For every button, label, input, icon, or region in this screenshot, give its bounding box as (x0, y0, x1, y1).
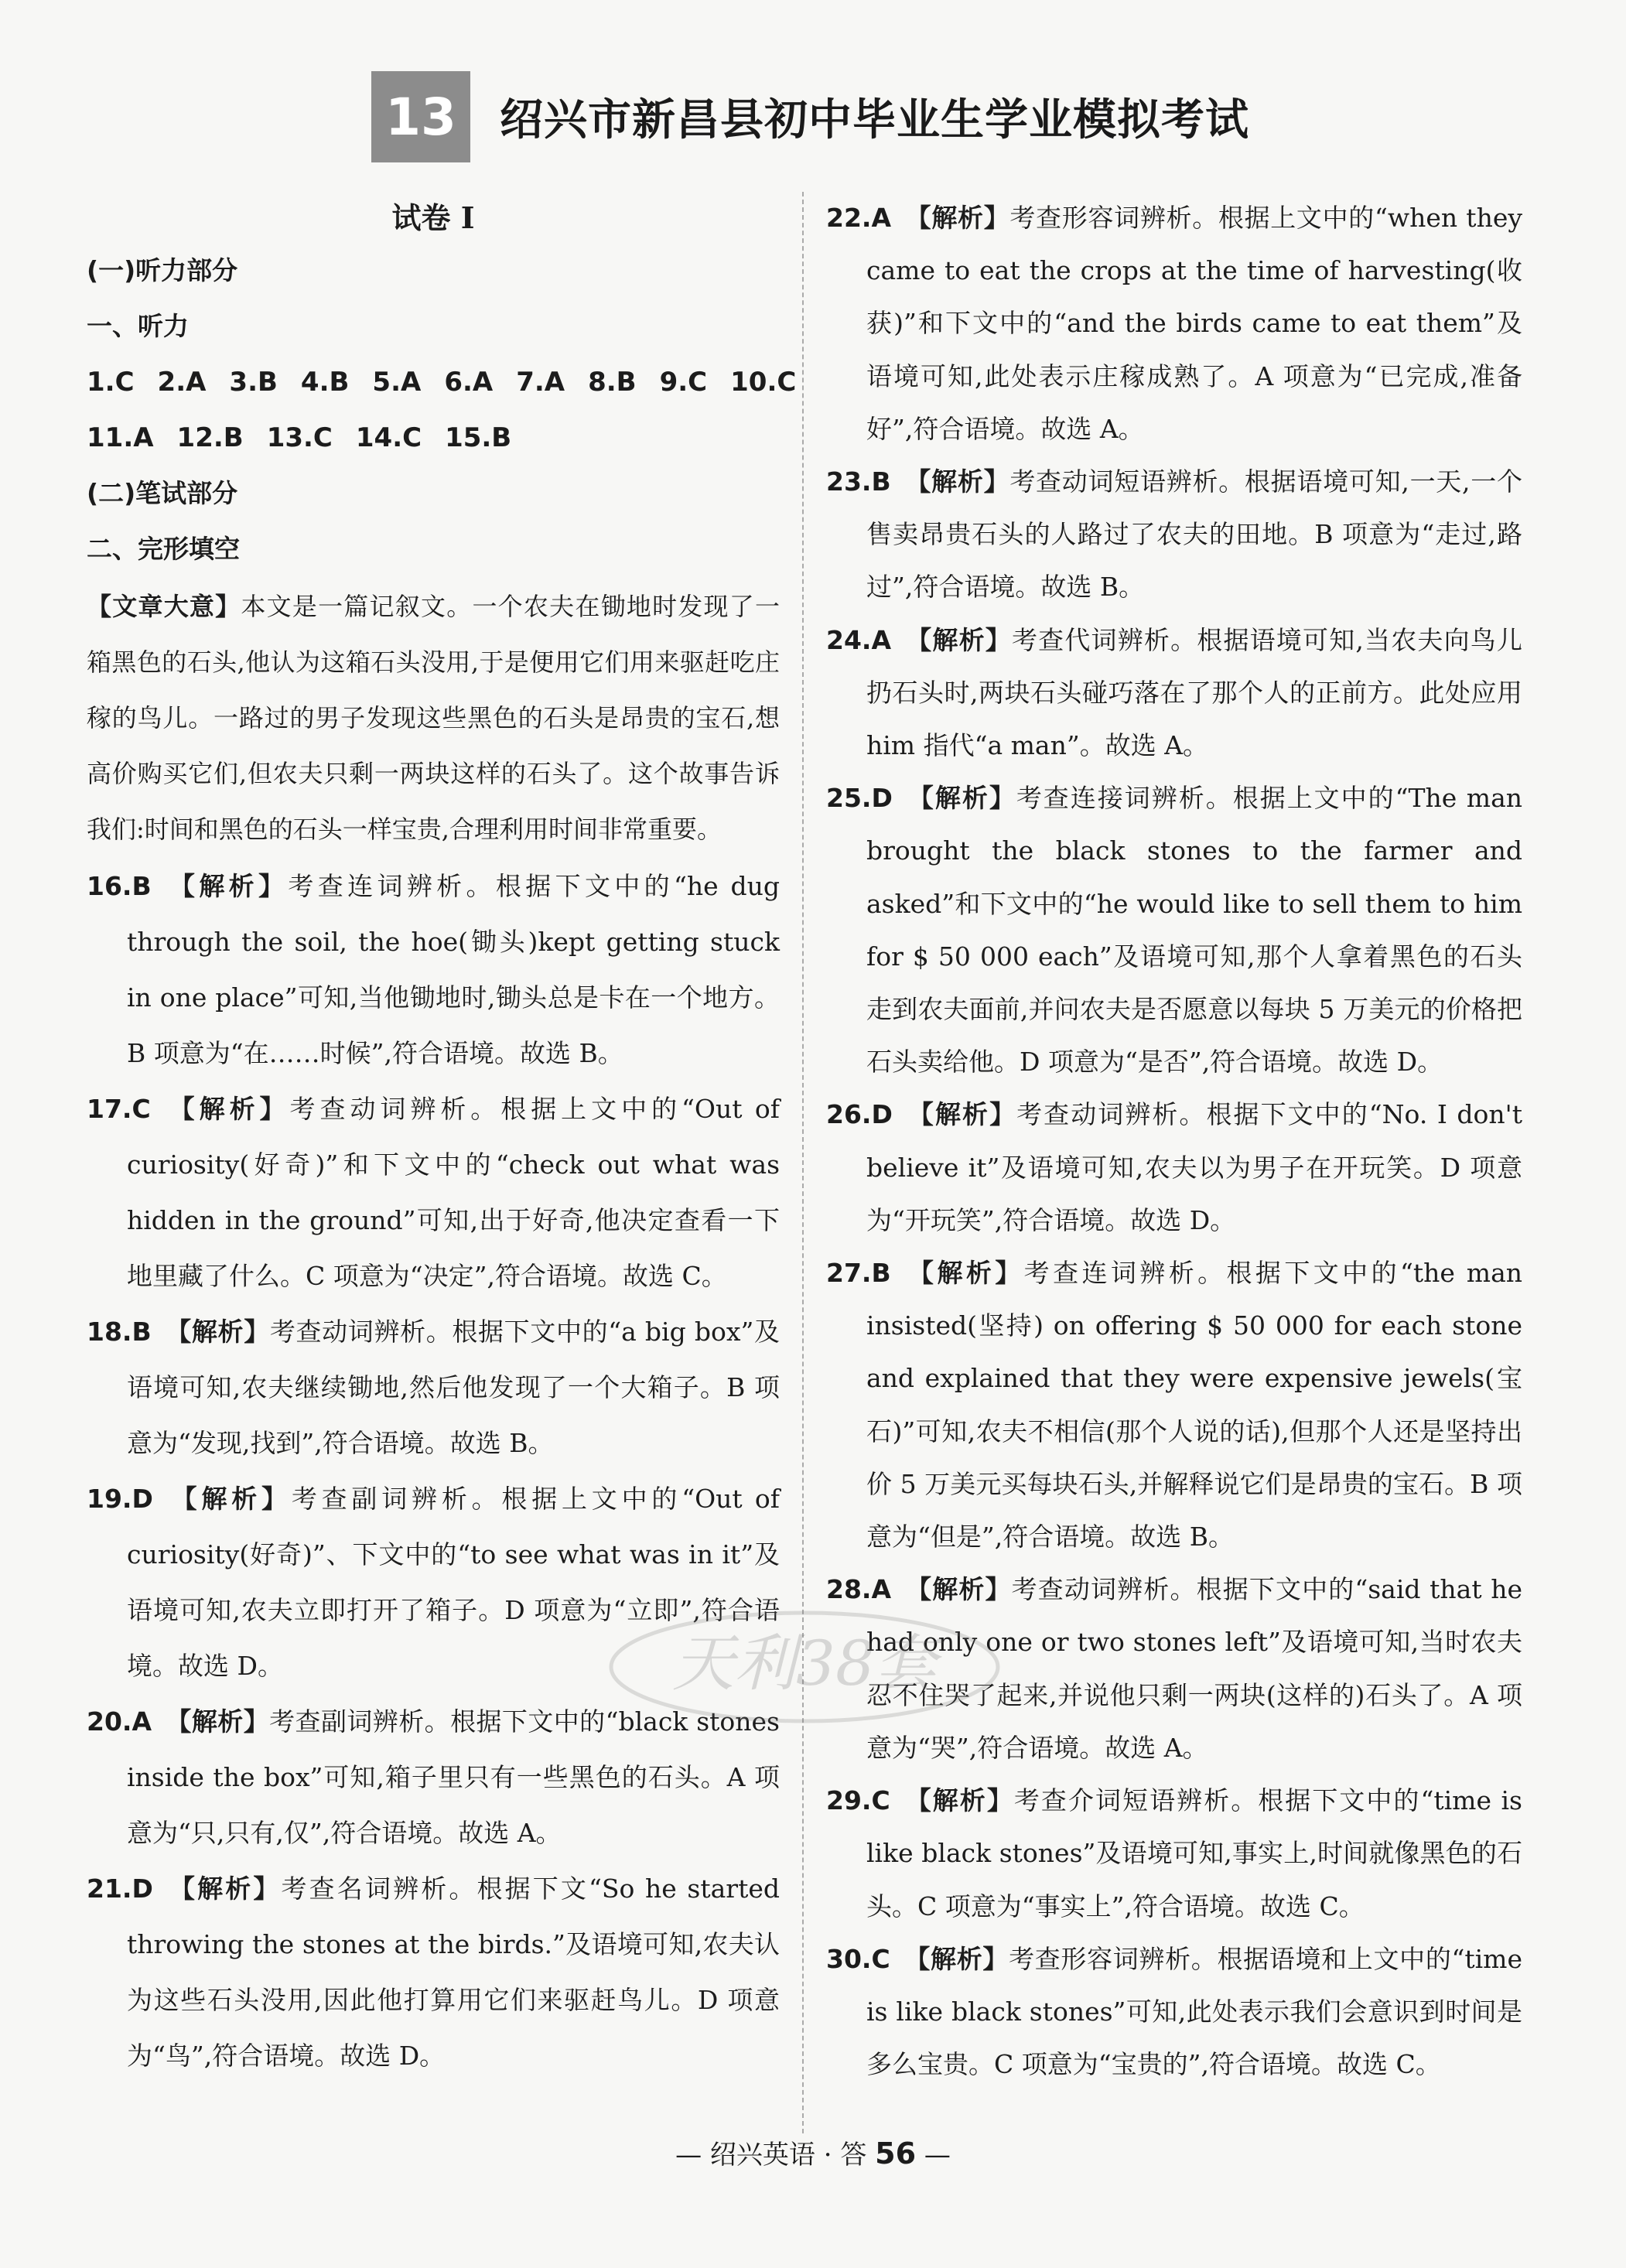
part-heading-listening: (一)听力部分 (87, 255, 238, 285)
answer-item: 14.C (355, 422, 422, 453)
explanation-entry (826, 1247, 1522, 1563)
article-summary (87, 579, 780, 857)
explanation-tag: 【解析】 (166, 1484, 292, 1514)
question-answer: 19.D (87, 1484, 153, 1514)
left-column (87, 192, 797, 2084)
explanation-entry (826, 1563, 1522, 1774)
section-title: 试卷 I (391, 200, 475, 235)
exam-number-badge: 13 (371, 71, 470, 162)
answer-item: 10.C (730, 367, 797, 398)
explanation-entry (826, 192, 1522, 456)
answer-item: 11.A (87, 422, 154, 453)
explanation-entry (87, 1081, 780, 1304)
question-answer: 16.B (87, 871, 152, 901)
answer-item: 4.B (300, 367, 350, 398)
explanation-tag: 【解析】 (906, 1099, 1017, 1130)
page-header (371, 71, 1249, 162)
explanation-tag: 【解析】 (904, 1785, 1014, 1816)
answer-item: 3.B (229, 367, 278, 398)
explanation-tag: 【解析】 (164, 1094, 290, 1124)
column-divider (802, 192, 804, 2133)
right-column (826, 192, 1522, 2091)
question-answer: 24.A (826, 624, 891, 655)
explanation-entry (87, 1304, 780, 1471)
explanation-entry (87, 859, 780, 1081)
page-number: 56 (875, 2136, 917, 2171)
explanation-text: 考查形容词辨析。根据语境和上文中的“time is like black stones”可知,此处表示我们会意识到时间是多么宝贵。C 项意为“宝贵的”,符合语境。故选 C。 (866, 1943, 1523, 2080)
question-answer: 20.A (87, 1706, 152, 1737)
question-answer: 17.C (87, 1094, 151, 1124)
question-answer: 18.B (87, 1317, 152, 1347)
explanation-tag: 【解析】 (166, 1873, 282, 1904)
question-answer: 22.A (826, 203, 891, 233)
explanation-tag: 【解析】 (165, 1317, 270, 1347)
question-answer: 21.D (87, 1873, 153, 1904)
explanation-entry (87, 1694, 780, 1861)
question-answer: 30.C (826, 1943, 890, 1974)
question-answer: 23.B (826, 466, 891, 497)
answer-item: 2.A (157, 367, 207, 398)
explanation-text: 考查连词辨析。根据下文中的“he dug through the soil, the hoe(锄头)kept getting stuck in one place”可知,当他锄地时,锄头总是卡在一个地方。B 项意为“在……时候”,符合语境。故选 B。 (127, 871, 781, 1068)
answer-item: 13.C (266, 422, 333, 453)
explanation-text: 考查副词辨析。根据上文中的“Out of curiosity(好奇)”、下文中的“to see what was in it”及语境可知,农夫立即打开了箱子。D 项意为“立即”,符合语境。故选 D。 (127, 1484, 780, 1681)
explanation-text: 考查介词短语辨析。根据下文中的“time is like black stones”及语境可知,事实上,时间就像黑色的石头。C 项意为“事实上”,符合语境。故选 C。 (866, 1785, 1522, 1921)
explanation-entry (826, 1088, 1522, 1247)
explanation-tag: 【解析】 (905, 624, 1012, 655)
answer-item: 9.C (659, 367, 708, 398)
summary-text: 本文是一篇记叙文。一个农夫在锄地时发现了一箱黑色的石头,他认为这箱石头没用,于是便用它们用来驱赶吃庄稼的鸟儿。一路过的男子发现这些黑色的石头是昂贵的宝石,想高价购买它们,但农夫只剩一两块这样的石头了。这个故事告诉我们:时间和黑色的石头一样宝贵,合理利用时间非常重要。 (87, 592, 780, 844)
answer-item: 1.C (87, 367, 135, 398)
explanation-text: 考查代词辨析。根据语境可知,当农夫向鸟儿扔石头时,两块石头碰巧落在了那个人的正前方。此处应用 him 指代“a man”。故选 A。 (866, 624, 1522, 761)
question-answer: 25.D (826, 783, 893, 814)
explanation-tag: 【解析】 (906, 783, 1016, 814)
answer-row-1 (87, 356, 797, 412)
answer-item: 12.B (176, 422, 244, 453)
part-heading-writing: (二)笔试部分 (87, 478, 238, 508)
question-answer: 27.B (826, 1258, 891, 1289)
page-title: 绍兴市新昌县初中毕业生学业模拟考试 (500, 95, 1249, 145)
answer-item: 8.B (588, 367, 637, 398)
explanation-entry (87, 1861, 780, 2084)
explanation-text: 考查动词辨析。根据下文中的“No. I don't believe it”及语境可知,农夫以为男子在开玩笑。D 项意为“开玩笑”,符合语境。故选 D。 (866, 1099, 1523, 1235)
answer-item: 5.A (372, 367, 422, 398)
explanation-entry (826, 1774, 1522, 1933)
answer-item: 7.A (516, 367, 565, 398)
explanation-text: 考查动词辨析。根据下文中的“a big box”及语境可知,农夫继续锄地,然后他发现了一个大箱子。B 项意为“发现,找到”,符合语境。故选 B。 (127, 1317, 780, 1458)
explanation-entry (826, 1933, 1522, 2092)
explanation-entry (87, 1471, 780, 1694)
svg-text:天利38套: 天利38套 (672, 1628, 937, 1699)
explanation-entry (826, 456, 1522, 614)
question-answer: 28.A (826, 1574, 891, 1605)
explanation-text: 考查动词辨析。根据上文中的“Out of curiosity(好奇)”和下文中的“check out what was hidden in the ground”可知,出于好奇,他决定查看一下地里藏了什么。C 项意为“决定”,符合语境。故选 C。 (127, 1094, 781, 1291)
question-answer: 29.C (826, 1785, 890, 1816)
explanation-text: 考查形容词辨析。根据上文中的“when they came to eat the crops at the time of harvesting(收获)”和下文中的“and the birds came to eat them”及语境可知,此处表示庄稼成熟了。A 项意为“已完成,准备好”,符合语境。故选 A。 (866, 203, 1522, 444)
explanation-text: 考查副词辨析。根据下文中的“black stones inside the box”可知,箱子里只有一些黑色的石头。A 项意为“只,只有,仅”,符合语境。故选 A。 (127, 1706, 780, 1848)
explanation-entry (826, 614, 1522, 773)
subheading-cloze: 二、完形填空 (87, 534, 240, 564)
subheading-listening: 一、听力 (87, 311, 189, 341)
explanation-text: 考查连词辨析。根据下文中的“the man insisted(坚持) on offering $ 50 000 for each stone and explained that they were expensive jewels(宝石)”可知,农夫不相信(那个人说的话),但那个人还是坚持出价 5 万美元买每块石头,并解释说它们是昂贵的宝石。B 项意为“但是”,符合语境。故选 B。 (866, 1258, 1523, 1552)
explanation-tag: 【解析】 (904, 466, 1010, 497)
question-answer: 26.D (826, 1099, 893, 1130)
footer-label: — 绍兴英语 · 答 (675, 2140, 876, 2171)
answer-row-2 (87, 412, 780, 467)
explanation-tag: 【解析】 (165, 871, 289, 901)
summary-tag: 【文章大意】 (87, 592, 241, 621)
explanation-text: 考查连接词辨析。根据上文中的“The man brought the black stones to the farmer and asked”和下文中的“he would like to sell them to him for $ 50 000 each”及语境可知,那个人拿着黑色的石头走到农夫面前,并问农夫是否愿意以每块 5 万美元的价格把石头卖给他。D 项意为“是否”,符合语境。故选 D。 (866, 783, 1523, 1078)
answer-item: 6.A (444, 367, 494, 398)
explanation-entry (826, 772, 1522, 1088)
explanation-text: 考查动词辨析。根据下文中的“said that he had only one or two stones left”及语境可知,当时农夫忍不住哭了起来,并说他只剩一两块(这样的)石头了。A 项意为“哭”,符合语境。故选 A。 (866, 1574, 1522, 1763)
explanation-tag: 【解析】 (905, 203, 1010, 233)
answer-item: 15.B (445, 422, 512, 453)
explanation-text: 考查名词辨析。根据下文“So he started throwing the stones at the birds.”及语境可知,农夫认为这些石头没用,因此他打算用它们来驱赶鸟儿。D 项意为“鸟”,符合语境。故选 D。 (127, 1873, 780, 2071)
explanation-tag: 【解析】 (905, 1574, 1012, 1605)
explanation-tag: 【解析】 (904, 1943, 1009, 1974)
explanation-tag: 【解析】 (166, 1706, 270, 1737)
explanation-tag: 【解析】 (904, 1258, 1024, 1289)
footer-suffix: — (916, 2140, 951, 2171)
page-footer (0, 2133, 1626, 2171)
explanation-text: 考查动词短语辨析。根据语境可知,一天,一个售卖昂贵石头的人路过了农夫的田地。B 项意为“走过,路过”,符合语境。故选 B。 (866, 466, 1523, 603)
